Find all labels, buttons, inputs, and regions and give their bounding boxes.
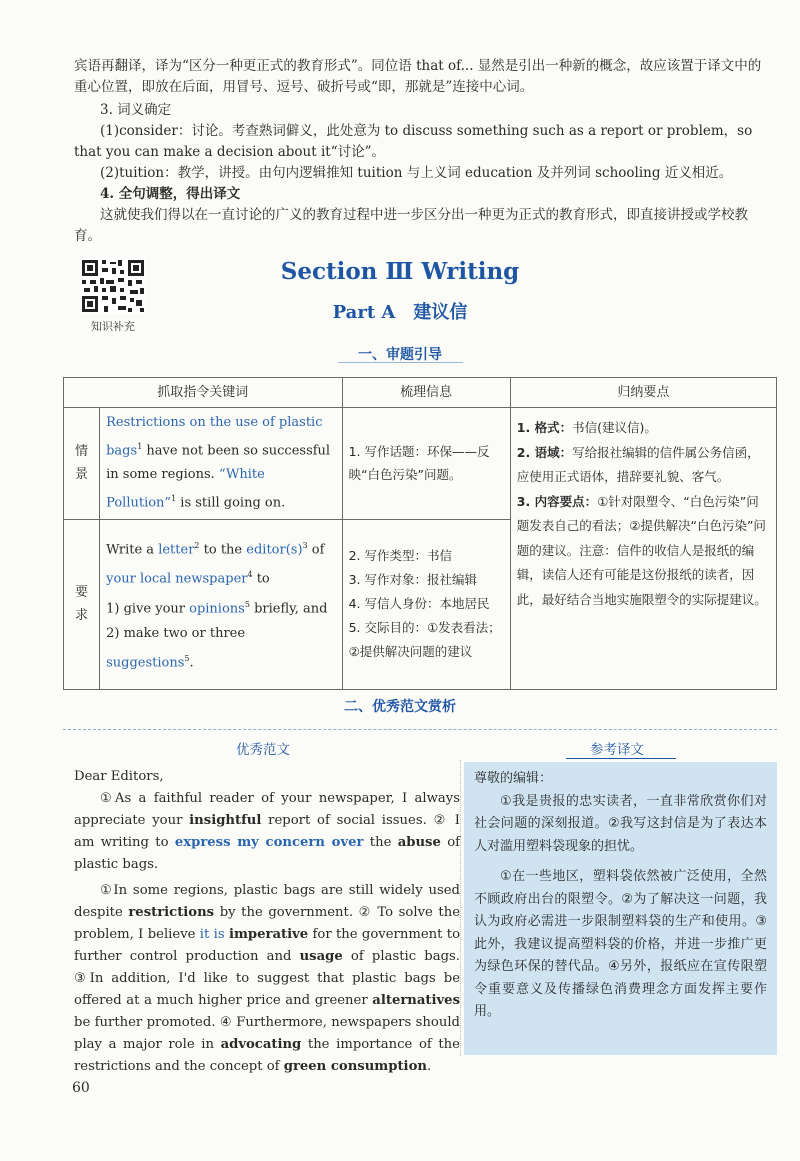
- qr-caption: 知识补充: [91, 320, 135, 333]
- superscript: 1: [137, 442, 143, 451]
- part-title: Part A 建议信: [332, 302, 468, 323]
- keyword: “White Pollution”: [106, 467, 265, 511]
- table-header: 归纳要点: [510, 378, 776, 408]
- keyword: editor(s): [246, 542, 303, 558]
- tuition-explanation: (2)tuition：教学，讲授。由句内逻辑推知 tuition 与上义词 education 及并列词 schooling 近义相近。: [100, 165, 733, 181]
- sample-essay-heading: 优秀范文: [236, 742, 290, 758]
- translation-box: [464, 762, 777, 1055]
- point-label: 1. 格式：: [516, 420, 573, 435]
- point-content: [517, 490, 770, 613]
- keyword-text: Write a: [106, 542, 159, 558]
- keyword-text: .: [189, 655, 194, 671]
- translation-salutation: 尊敬的编辑：: [474, 771, 553, 786]
- essay-paragraph-2: ①In some regions, plastic bags are still widely used despite restrictions by the government. ② To solve the problem, I believe it is imperative for the government to further control production and usage of plastic bags. ③In addition, I'd like to suggest that plastic bags be offered at a much higher price and greener alternatives be further promoted. ④ Furthermore, newspapers should play a major role in advocating the importance of the restrictions and the concept of green consumption.: [74, 883, 461, 1074]
- analysis-table: [63, 377, 777, 690]
- sample-essay: [74, 766, 460, 1078]
- keyword: letter: [158, 542, 195, 558]
- keyword-text: to the: [199, 542, 247, 558]
- row-label-scenario: 情景: [64, 408, 100, 520]
- intro-paragraph: 宾语再翻译，译为“区分一种更正式的教育形式”。同位语 that of... 显然是引出一种新的概念，故应该置于译文中的重心位置，即放在后面，用冒号、逗号、破折号或“即，那就是”连接中心词。: [74, 58, 762, 95]
- info-line: 3. 写作对象：报社编辑: [348, 572, 477, 588]
- superscript: 2: [194, 541, 200, 550]
- point-text: 写给报社编辑的信件属公务信函，应使用正式语体，措辞要礼貌、客气。: [516, 444, 760, 484]
- point-text: 书信(建议信)。: [572, 420, 657, 435]
- translation-heading-underline: [566, 758, 676, 759]
- step3-title: 3. 词义确定: [100, 102, 172, 118]
- step4-title: 4. 全句调整，得出译文: [100, 186, 241, 202]
- keyword-text: 2) make two or three: [106, 625, 246, 641]
- summary-points: [510, 408, 776, 690]
- translation-paragraph-2: ①在一些地区，塑料袋依然被广泛使用，全然不顾政府出台的限塑令。②为了解决这一问题，我认为政府必需进一步限制塑料袋的生产和使用。③此外，我建议提高塑料袋的价格，并进一步推广更为绿色环保的替代品。④另外，报纸应在宣传限塑令重要意义及传播绿色消费理念方面发挥主要作用。: [474, 869, 767, 1019]
- keyword: Restrictions on the use of plastic bags: [106, 415, 323, 459]
- point-label: 3. 内容要点：: [516, 493, 598, 509]
- keyword: opinions: [189, 600, 245, 616]
- keyword-text: briefly, and: [249, 600, 328, 616]
- keyword-text: 1) give your: [106, 600, 190, 616]
- section-title: Section Ⅲ Writing: [280, 258, 520, 285]
- scenario-keywords: [100, 408, 342, 520]
- sentence-translation: 这就使我们得以在一直讨论的广义的教育过程中进一步区分出一种更为正式的教育形式，即直接讲授或学校教育。: [74, 207, 748, 244]
- scenario-info: 1. 写作话题：环保——反映“白色污染”问题。: [342, 408, 510, 520]
- table-header: 梳理信息: [342, 378, 510, 408]
- keyword: suggestions: [106, 655, 185, 671]
- requirement-info: [342, 519, 510, 689]
- keyword: your local newspaper: [106, 571, 248, 587]
- info-line: 2. 写作类型：书信: [348, 548, 452, 564]
- superscript: 4: [247, 570, 253, 580]
- consider-explanation: (1)consider：讨论。考查熟词僻义，此处意为 to discuss something such as a report or problem，so that you can make a decision about it“讨论”。: [74, 123, 753, 160]
- page-number: 60: [72, 1080, 90, 1096]
- keyword-text: of: [307, 542, 325, 558]
- table-header: 抓取指令关键词: [64, 378, 343, 408]
- superscript: 3: [302, 541, 308, 550]
- row-label-requirement: 要求: [64, 519, 100, 689]
- translation-paragraph-1: ①我是贵报的忠实读者，一直非常欣赏你们对社会问题的深刻报道。②我写这封信是为了表达本人对滥用塑料袋现象的担忧。: [474, 793, 767, 854]
- info-line: 5. 交际目的：①发表看法；②提供解决问题的建议: [348, 620, 501, 660]
- point-format: [517, 416, 770, 441]
- dashed-divider: [63, 729, 777, 730]
- essay-paragraph-1: ①As a faithful reader of your newspaper, I always appreciate your insightful report of social issues. ② I am writing to express my concern over the abuse of plastic bags.: [74, 791, 461, 872]
- keyword-text: is still going on.: [176, 495, 286, 511]
- translation-heading: 参考译文: [590, 742, 644, 758]
- point-register: [517, 441, 770, 490]
- essay-salutation: Dear Editors,: [74, 769, 164, 784]
- subsection-heading-guide: 一、审题引导: [358, 347, 442, 363]
- superscript: 5: [184, 653, 190, 663]
- info-line: 4. 写信人身份：本地居民: [348, 596, 490, 612]
- subsection-heading-sample: 二、优秀范文赏析: [344, 699, 456, 715]
- column-divider: [460, 760, 461, 1056]
- keyword-text: to: [252, 571, 270, 587]
- point-text: ①针对限塑令、“白色污染”问题发表自己的看法；②提供解决“白色污染”问题的建议。注意：信件的收信人是报纸的编辑，读信人还有可能是这份报纸的读者，因此，最好结合当地实施限塑令的实际提建议。: [516, 493, 767, 607]
- superscript: 1: [171, 494, 177, 504]
- superscript: 5: [244, 599, 250, 609]
- point-label: 2. 语域：: [516, 444, 573, 460]
- requirement-keywords: [100, 519, 342, 689]
- keyword-text: have not been so successful in some regions.: [106, 443, 331, 483]
